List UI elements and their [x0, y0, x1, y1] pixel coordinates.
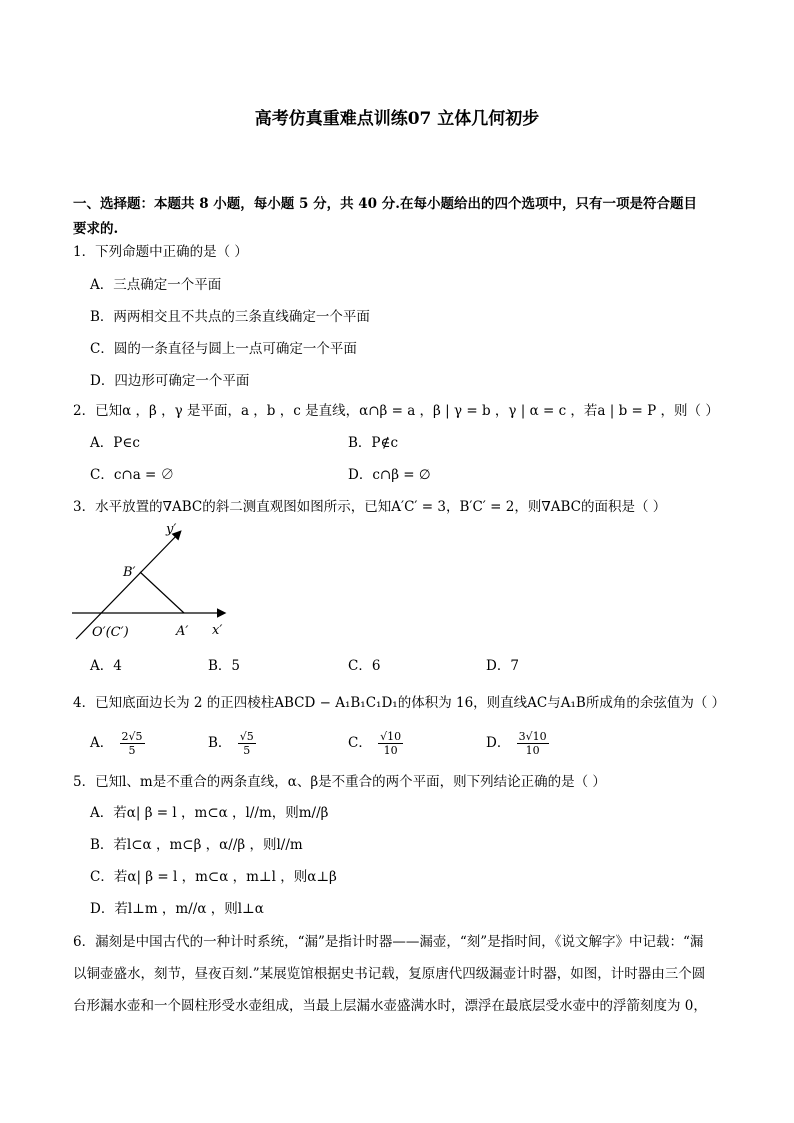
- q4-option-b: [208, 730, 256, 757]
- y-axis: [76, 532, 180, 639]
- q2-option-a: A．P∈c: [90, 435, 140, 451]
- segment-b-a: [140, 572, 184, 613]
- q4-option-c-denominator: 10: [383, 744, 398, 757]
- q4-option-a-numerator: 2√5: [121, 730, 143, 743]
- q1-option-d: D．四边形可确定一个平面: [90, 373, 250, 389]
- q4-option-c-label: C．: [348, 735, 372, 751]
- q4-stem: 4．已知底面边长为 2 的正四棱柱ABCD − A₁B₁C₁D₁的体积为 16，则直线AC与A₁B所成角的余弦值为（ ）: [73, 695, 726, 711]
- q4-option-c: [348, 730, 403, 757]
- q1-option-a: A．三点确定一个平面: [90, 277, 222, 293]
- label-point-a: A′: [176, 624, 189, 639]
- label-x-axis: x′: [212, 623, 223, 638]
- q4-option-b-fraction: [238, 730, 256, 757]
- q4-option-a-denominator: 5: [128, 744, 136, 757]
- q4-option-b-denominator: 5: [243, 744, 251, 757]
- section-heading-line1: 一、选择题：本题共 8 小题，每小题 5 分，共 40 分.在每小题给出的四个选项中，只有一项是符合题目: [73, 196, 697, 212]
- q4-option-c-numerator: √10: [380, 730, 402, 743]
- q4-option-d-numerator: 3√10: [518, 730, 547, 743]
- q4-option-b-numerator: √5: [239, 730, 254, 743]
- q6-line1: 6．漏刻是中国古代的一种计时系统，“漏”是指计时器——漏壶，“刻”是指时间，《说文解字》中记载：“漏: [73, 934, 704, 950]
- q1-option-b: B．两两相交且不共点的三条直线确定一个平面: [90, 309, 370, 325]
- q5-stem: 5．已知l、m是不重合的两条直线，α、β是不重合的两个平面，则下列结论正确的是（ ）: [73, 774, 606, 790]
- q1-option-c: C．圆的一条直径与圆上一点可确定一个平面: [90, 341, 357, 357]
- section-heading-line2: 要求的.: [73, 221, 119, 237]
- q5-option-b: B．若l⊂α ，m⊂β ，α//β ，则l//m: [90, 837, 303, 853]
- oblique-projection-figure: [68, 518, 238, 646]
- q2-stem: 2．已知α ，β ，γ 是平面，a ，b ，c 是直线，α∩β = a ，β | γ = b ，γ | α = c ，若a | b = P ，则（ ）: [73, 403, 719, 419]
- q4-option-d-denominator: 10: [525, 744, 540, 757]
- q5-option-a: A．若α| β = l ，m⊂α ，l//m，则m//β: [90, 805, 329, 821]
- q4-option-a-fraction: [120, 730, 145, 757]
- page-title: 高考仿真重难点训练07 立体几何初步: [254, 109, 540, 129]
- q2-option-d: D．c∩β = ∅: [348, 467, 431, 483]
- q5-option-d: D．若l⊥m ，m//α ，则l⊥α: [90, 901, 264, 917]
- label-point-b: B′: [123, 565, 136, 580]
- q3-option-c: C．6: [348, 658, 381, 674]
- q3-option-b: B．5: [208, 658, 241, 674]
- q1-stem: 1．下列命题中正确的是（ ）: [73, 244, 248, 260]
- q6-line2: 以铜壶盛水，刻节，昼夜百刻.”某展览馆根据史书记载，复原唐代四级漏壶计时器，如图，计时器由三个圆: [73, 966, 706, 982]
- label-origin: O′(C′): [92, 625, 129, 640]
- q3-option-d: D．7: [486, 658, 519, 674]
- q3-stem: 3．水平放置的∇ABC的斜二测直观图如图所示，已知A′C′ = 3，B′C′ = 2，则∇ABC的面积是（ ）: [73, 499, 667, 515]
- q6-line3: 台形漏水壶和一个圆柱形受水壶组成，当最上层漏水壶盛满水时，漂浮在最底层受水壶中的浮箭刻度为 0，: [73, 998, 707, 1014]
- q2-option-b: B．P∉c: [348, 435, 399, 451]
- q4-option-b-label: B．: [208, 735, 232, 751]
- q5-option-c: C．若α| β = l ，m⊂α ，m⊥l ，则α⊥β: [90, 869, 337, 885]
- q3-option-a: A．4: [90, 658, 122, 674]
- q4-option-d: [486, 730, 549, 757]
- q2-option-c: C．c∩a = ∅: [90, 467, 175, 483]
- label-y-axis: y′: [166, 522, 177, 537]
- q4-option-d-fraction: [517, 730, 549, 757]
- q4-option-a-label: A．: [90, 735, 114, 751]
- q4-option-d-label: D．: [486, 735, 511, 751]
- q4-option-a: [90, 730, 145, 757]
- q4-option-c-fraction: [378, 730, 403, 757]
